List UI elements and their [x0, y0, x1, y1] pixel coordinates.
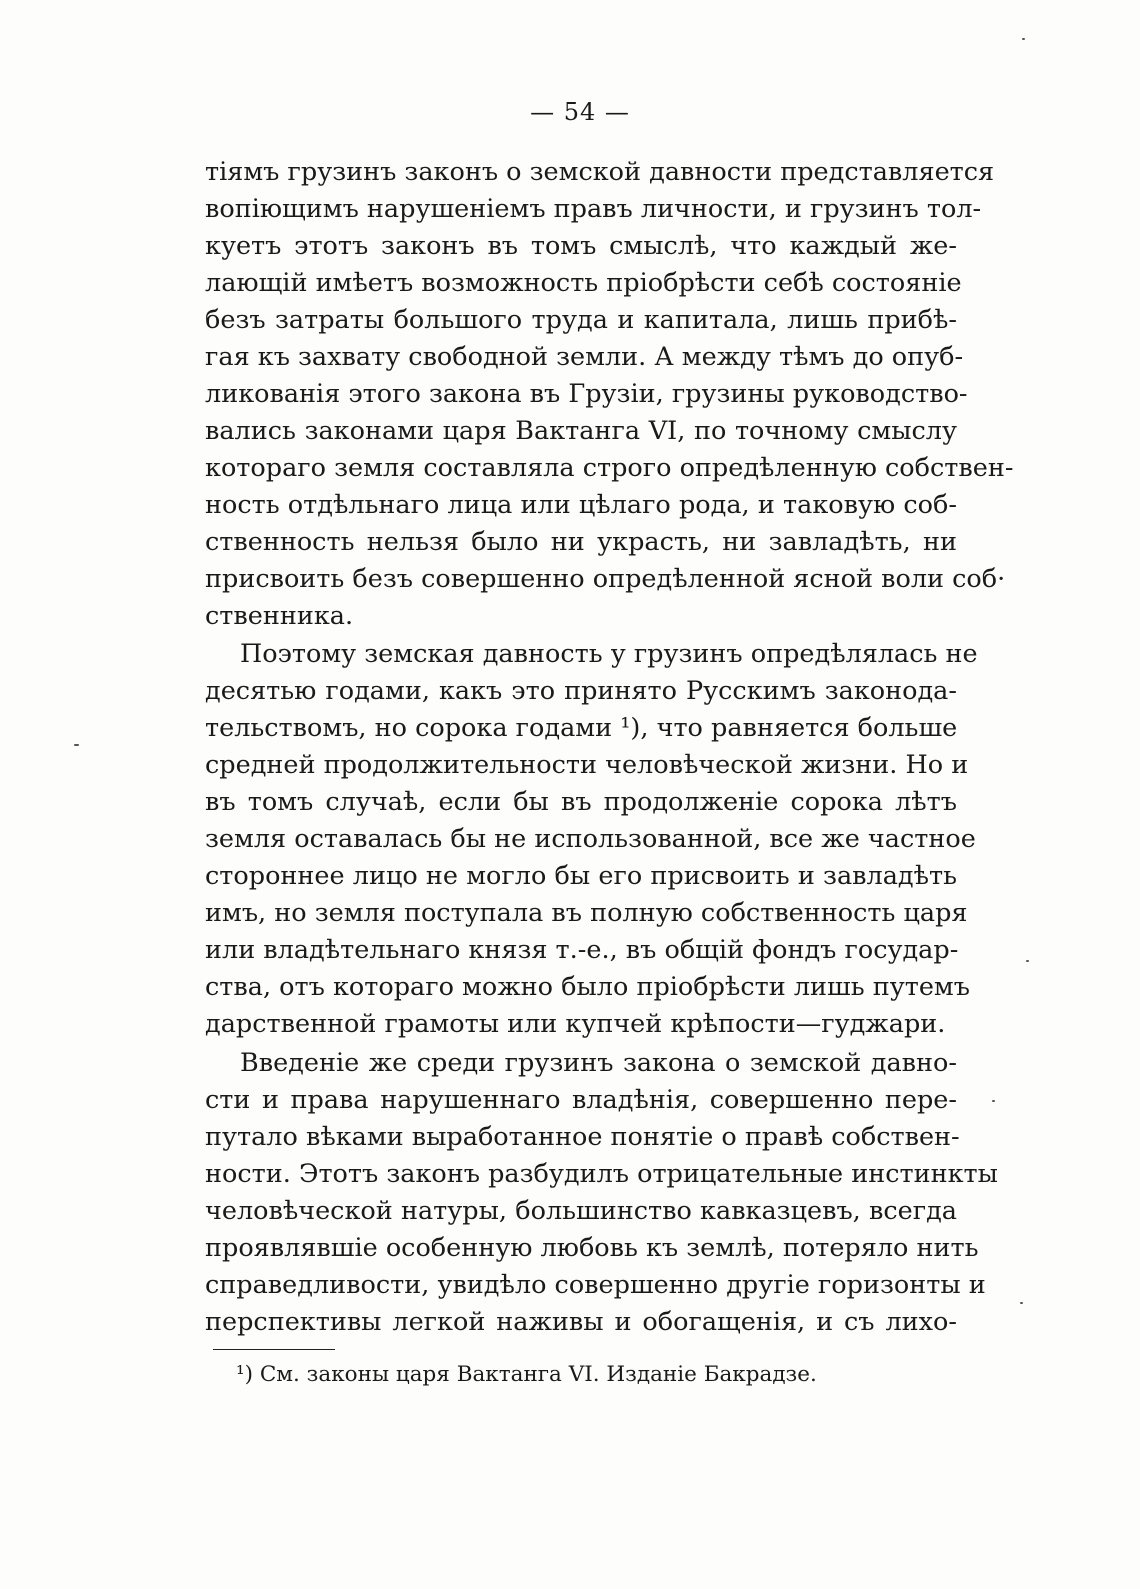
text-line: тіямъ грузинъ законъ о земской давности представляется [205, 157, 995, 187]
text-line: вались законами царя Вактанга VI, по точному смыслу [205, 416, 957, 446]
text-line: сти и права нарушеннаго владѣнія, совершенно пере- [205, 1085, 957, 1115]
text-line: тельствомъ, но сорока годами ¹), что равняется больше [205, 713, 958, 743]
scan-speck [1022, 38, 1025, 40]
footnote-divider [213, 1349, 335, 1350]
text-line: десятью годами, какъ это принято Русскимъ законода- [205, 676, 957, 706]
text-line: ность отдѣльнаго лица или цѣлаго рода, и таковую соб- [205, 490, 957, 520]
text-line: перспективы легкой наживы и обогащенія, и съ лихо- [205, 1307, 957, 1337]
text-line: дарственной грамоты или купчей крѣпости—гуджари. [205, 1009, 946, 1039]
text-line: путало вѣками выработанное понятіе о правѣ собствен- [205, 1122, 960, 1152]
text-line: въ томъ случаѣ, если бы въ продолженіе сорока лѣтъ [205, 787, 957, 817]
text-line: вопіющимъ нарушеніемъ правъ личности, и грузинъ тол- [205, 194, 982, 224]
text-line: Поэтому земская давность у грузинъ опредѣлялась не [240, 639, 978, 669]
text-line: ности. Этотъ законъ разбудилъ отрицательные инстинкты [205, 1159, 998, 1189]
scan-speck [1020, 1302, 1023, 1304]
text-line: ликованія этого закона въ Грузіи, грузины руководство- [205, 379, 968, 409]
text-line: или владѣтельнаго князя т.-е., въ общій фондъ государ- [205, 935, 959, 965]
text-line: земля оставалась бы не использованной, все же частное [205, 824, 976, 854]
text-line: ства, отъ котораго можно было пріобрѣсти лишь путемъ [205, 972, 970, 1002]
text-line: гая къ захвату свободной земли. А между тѣмъ до опуб- [205, 342, 964, 372]
text-line: имъ, но земля поступала въ полную собственность царя [205, 898, 968, 928]
text-line: проявлявшіе особенную любовь къ землѣ, потеряло нить [205, 1233, 979, 1263]
text-line: стороннее лицо не могло бы его присвоить и завладѣть [205, 861, 957, 891]
text-line: безъ затраты большого труда и капитала, лишь прибѣ- [205, 305, 957, 335]
text-line: ственника. [205, 601, 354, 631]
page-number: — 54 — [530, 98, 630, 126]
scan-speck [74, 744, 79, 746]
footnote: ¹) См. законы царя Вактанга VI. Изданіе Бакрадзе. [236, 1362, 817, 1387]
text-line: присвоить безъ совершенно опредѣленной ясной воли соб· [205, 564, 1006, 594]
text-line: Введеніе же среди грузинъ закона о земской давно- [240, 1048, 957, 1078]
text-line: котораго земля составляла строго опредѣленную собствен- [205, 453, 1014, 483]
scan-speck [992, 1100, 995, 1102]
text-line: лающій имѣетъ возможность пріобрѣсти себѣ состояніе [205, 268, 962, 298]
scan-speck [1026, 960, 1029, 962]
text-line: справедливости, увидѣло совершенно другіе горизонты и [205, 1270, 986, 1300]
text-line: средней продолжительности человѣческой жизни. Но и [205, 750, 969, 780]
text-line: человѣческой натуры, большинство кавказцевъ, всегда [205, 1196, 957, 1226]
text-line: ственность нельзя было ни украсть, ни завладѣть, ни [205, 527, 957, 557]
text-line: куетъ этотъ законъ въ томъ смыслѣ, что каждый же- [205, 231, 957, 261]
